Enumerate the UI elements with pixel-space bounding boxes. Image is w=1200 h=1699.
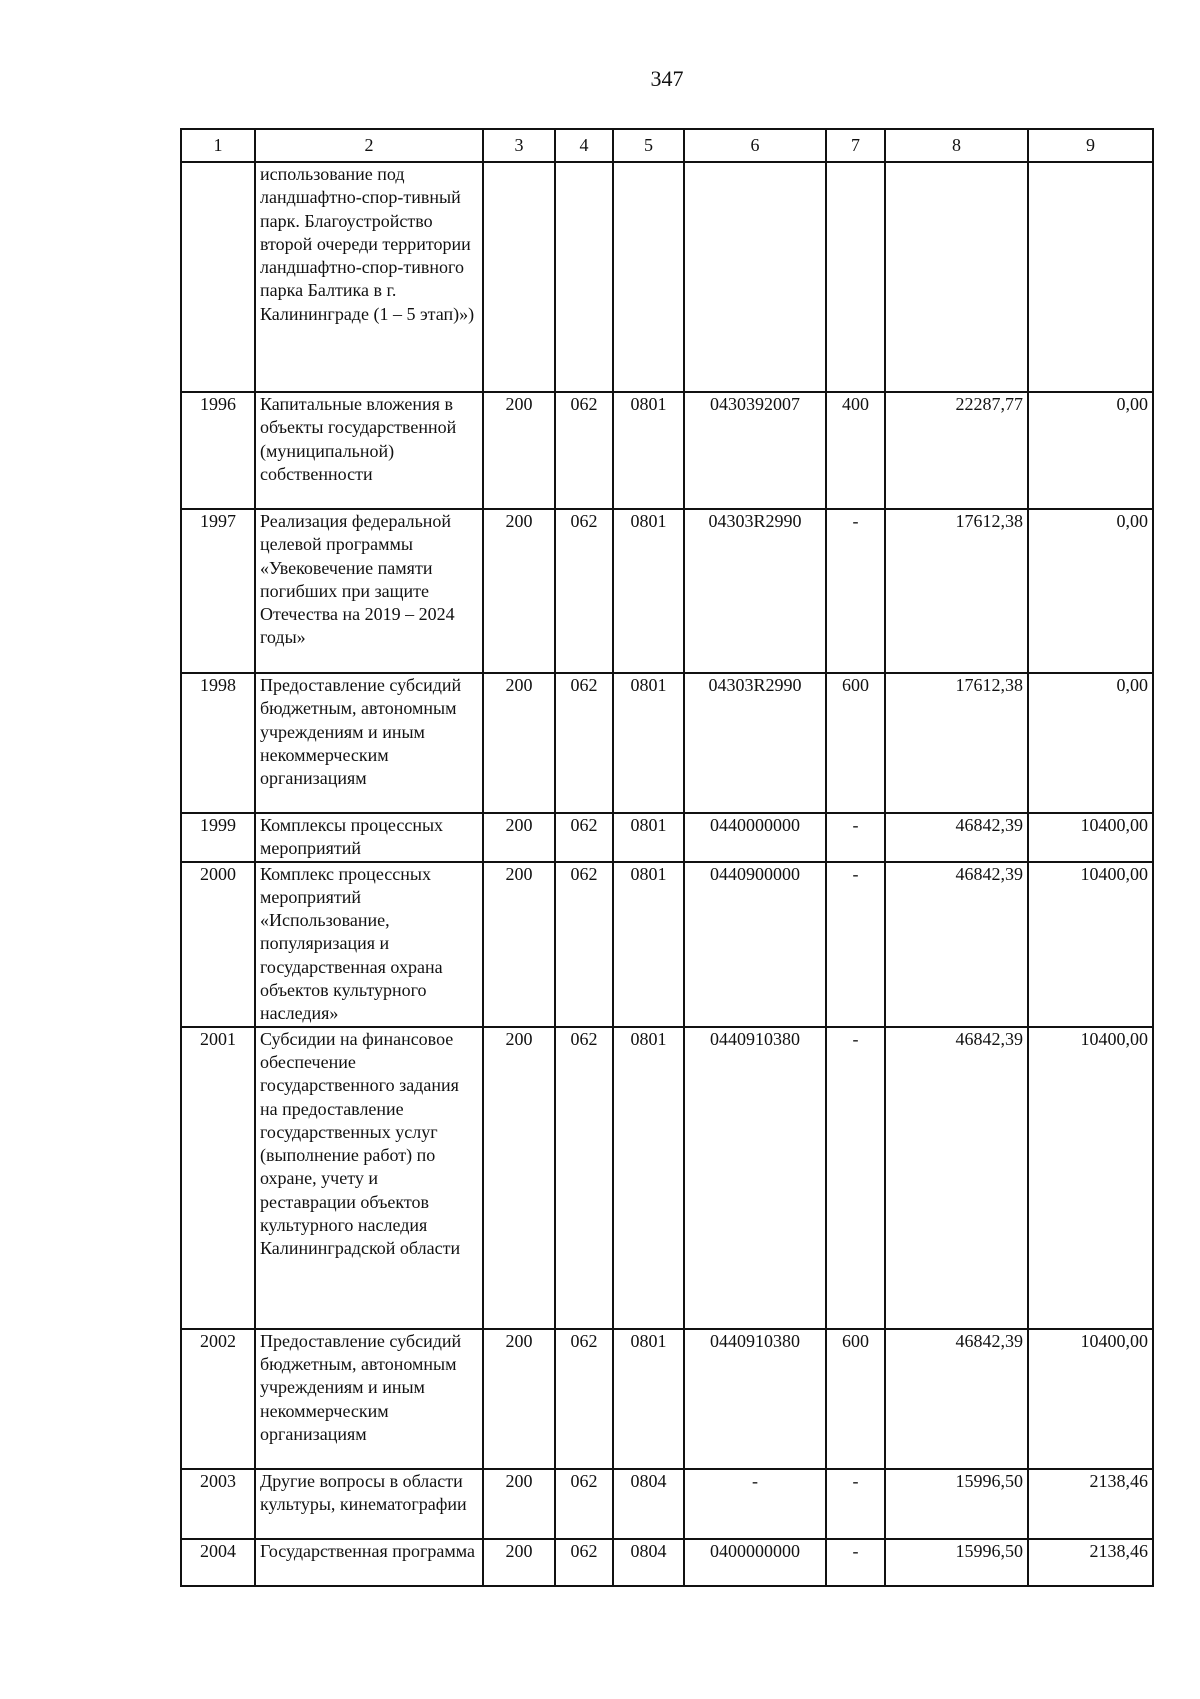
cell-col4: 062 xyxy=(555,673,613,813)
cell-col3: 200 xyxy=(483,509,555,673)
cell-col3: 200 xyxy=(483,862,555,1027)
cell-col4: 062 xyxy=(555,509,613,673)
row-number: 2001 xyxy=(181,1027,255,1329)
cell-col5: 0801 xyxy=(613,1027,684,1329)
column-header: 7 xyxy=(826,129,885,162)
cell-col4: 062 xyxy=(555,1027,613,1329)
cell-col9: 2138,46 xyxy=(1028,1539,1153,1586)
row-description: Комплекс процессных мероприятий «Использование, популяризация и государственная охрана объектов культурного наследия» xyxy=(255,862,483,1027)
cell-col8: 46842,39 xyxy=(885,813,1028,862)
column-header: 1 xyxy=(181,129,255,162)
cell-col6: 0400000000 xyxy=(684,1539,826,1586)
cell-col3: 200 xyxy=(483,813,555,862)
cell-col3: 200 xyxy=(483,1469,555,1539)
cell-col7 xyxy=(826,162,885,392)
cell-col5: 0801 xyxy=(613,509,684,673)
table-row xyxy=(181,1539,1153,1586)
table-row xyxy=(181,673,1153,813)
cell-col5: 0801 xyxy=(613,1329,684,1469)
cell-col7: - xyxy=(826,862,885,1027)
cell-col6: 0440900000 xyxy=(684,862,826,1027)
cell-col5: 0801 xyxy=(613,392,684,509)
cell-col8 xyxy=(885,162,1028,392)
row-description: Капитальные вложения в объекты государственной (муниципальной) собственности xyxy=(255,392,483,509)
cell-col4: 062 xyxy=(555,392,613,509)
cell-col4: 062 xyxy=(555,1469,613,1539)
row-number: 2003 xyxy=(181,1469,255,1539)
cell-col5: 0804 xyxy=(613,1539,684,1586)
cell-col9: 10400,00 xyxy=(1028,813,1153,862)
cell-col9 xyxy=(1028,162,1153,392)
page-number: 347 xyxy=(650,66,684,91)
cell-col7: 600 xyxy=(826,673,885,813)
cell-col8: 46842,39 xyxy=(885,862,1028,1027)
row-description: Предоставление субсидий бюджетным, автономным учреждениям и иным некоммерческим организациям xyxy=(255,673,483,813)
cell-col4: 062 xyxy=(555,862,613,1027)
header-row xyxy=(181,129,1153,162)
cell-col5: 0804 xyxy=(613,1469,684,1539)
column-header: 8 xyxy=(885,129,1028,162)
cell-col7: - xyxy=(826,1469,885,1539)
cell-col5: 0801 xyxy=(613,813,684,862)
row-description: Предоставление субсидий бюджетным, автономным учреждениям и иным некоммерческим организациям xyxy=(255,1329,483,1469)
cell-col9: 10400,00 xyxy=(1028,1027,1153,1329)
cell-col8: 46842,39 xyxy=(885,1027,1028,1329)
row-description: Комплексы процессных мероприятий xyxy=(255,813,483,862)
table-row xyxy=(181,392,1153,509)
column-header: 9 xyxy=(1028,129,1153,162)
cell-col8: 15996,50 xyxy=(885,1469,1028,1539)
table-row xyxy=(181,162,1153,392)
cell-col3: 200 xyxy=(483,1027,555,1329)
cell-col9: 10400,00 xyxy=(1028,862,1153,1027)
cell-col8: 22287,77 xyxy=(885,392,1028,509)
table-row xyxy=(181,1329,1153,1469)
cell-col7: - xyxy=(826,1027,885,1329)
cell-col3: 200 xyxy=(483,1329,555,1469)
table-row xyxy=(181,509,1153,673)
cell-col7: - xyxy=(826,509,885,673)
cell-col4: 062 xyxy=(555,1539,613,1586)
cell-col7: 600 xyxy=(826,1329,885,1469)
cell-col3: 200 xyxy=(483,1539,555,1586)
cell-col8: 46842,39 xyxy=(885,1329,1028,1469)
cell-col6: 0440000000 xyxy=(684,813,826,862)
cell-col5 xyxy=(613,162,684,392)
cell-col9: 0,00 xyxy=(1028,392,1153,509)
cell-col6: 0430392007 xyxy=(684,392,826,509)
cell-col6: 0440910380 xyxy=(684,1027,826,1329)
row-number: 1999 xyxy=(181,813,255,862)
cell-col6: 04303R2990 xyxy=(684,673,826,813)
cell-col4: 062 xyxy=(555,1329,613,1469)
cell-col5: 0801 xyxy=(613,673,684,813)
row-number: 1998 xyxy=(181,673,255,813)
row-description: Реализация федеральной целевой программы «Увековечение памяти погибших при защите Отечества на 2019 – 2024 годы» xyxy=(255,509,483,673)
column-header: 2 xyxy=(255,129,483,162)
cell-col7: - xyxy=(826,1539,885,1586)
cell-col7: - xyxy=(826,813,885,862)
cell-col6: 0440910380 xyxy=(684,1329,826,1469)
cell-col4 xyxy=(555,162,613,392)
row-number: 2002 xyxy=(181,1329,255,1469)
row-number: 1997 xyxy=(181,509,255,673)
cell-col6 xyxy=(684,162,826,392)
row-description: использование под ландшафтно-спор-тивный парк. Благоустройство второй очереди территории ландшафтно-спор-тивного парка Балтика в г. Калининграде (1 – 5 этап)») xyxy=(255,162,483,392)
table-row xyxy=(181,862,1153,1027)
row-number: 1996 xyxy=(181,392,255,509)
row-number: 2004 xyxy=(181,1539,255,1586)
column-header: 6 xyxy=(684,129,826,162)
column-header: 5 xyxy=(613,129,684,162)
table-row xyxy=(181,1469,1153,1539)
row-description: Государственная программа xyxy=(255,1539,483,1586)
cell-col8: 17612,38 xyxy=(885,673,1028,813)
cell-col5: 0801 xyxy=(613,862,684,1027)
row-number xyxy=(181,162,255,392)
cell-col8: 17612,38 xyxy=(885,509,1028,673)
cell-col6: - xyxy=(684,1469,826,1539)
cell-col9: 10400,00 xyxy=(1028,1329,1153,1469)
cell-col3 xyxy=(483,162,555,392)
table-row xyxy=(181,813,1153,862)
cell-col4: 062 xyxy=(555,813,613,862)
column-header: 4 xyxy=(555,129,613,162)
cell-col6: 04303R2990 xyxy=(684,509,826,673)
cell-col9: 0,00 xyxy=(1028,509,1153,673)
budget-table xyxy=(180,128,1154,1587)
row-description: Субсидии на финансовое обеспечение государственного задания на предоставление государственных услуг (выполнение работ) по охране, учету и реставрации объектов культурного наследия Калининградской области xyxy=(255,1027,483,1329)
row-number: 2000 xyxy=(181,862,255,1027)
column-header: 3 xyxy=(483,129,555,162)
cell-col9: 2138,46 xyxy=(1028,1469,1153,1539)
cell-col3: 200 xyxy=(483,392,555,509)
table-row xyxy=(181,1027,1153,1329)
cell-col9: 0,00 xyxy=(1028,673,1153,813)
cell-col7: 400 xyxy=(826,392,885,509)
row-description: Другие вопросы в области культуры, кинематографии xyxy=(255,1469,483,1539)
cell-col8: 15996,50 xyxy=(885,1539,1028,1586)
cell-col3: 200 xyxy=(483,673,555,813)
